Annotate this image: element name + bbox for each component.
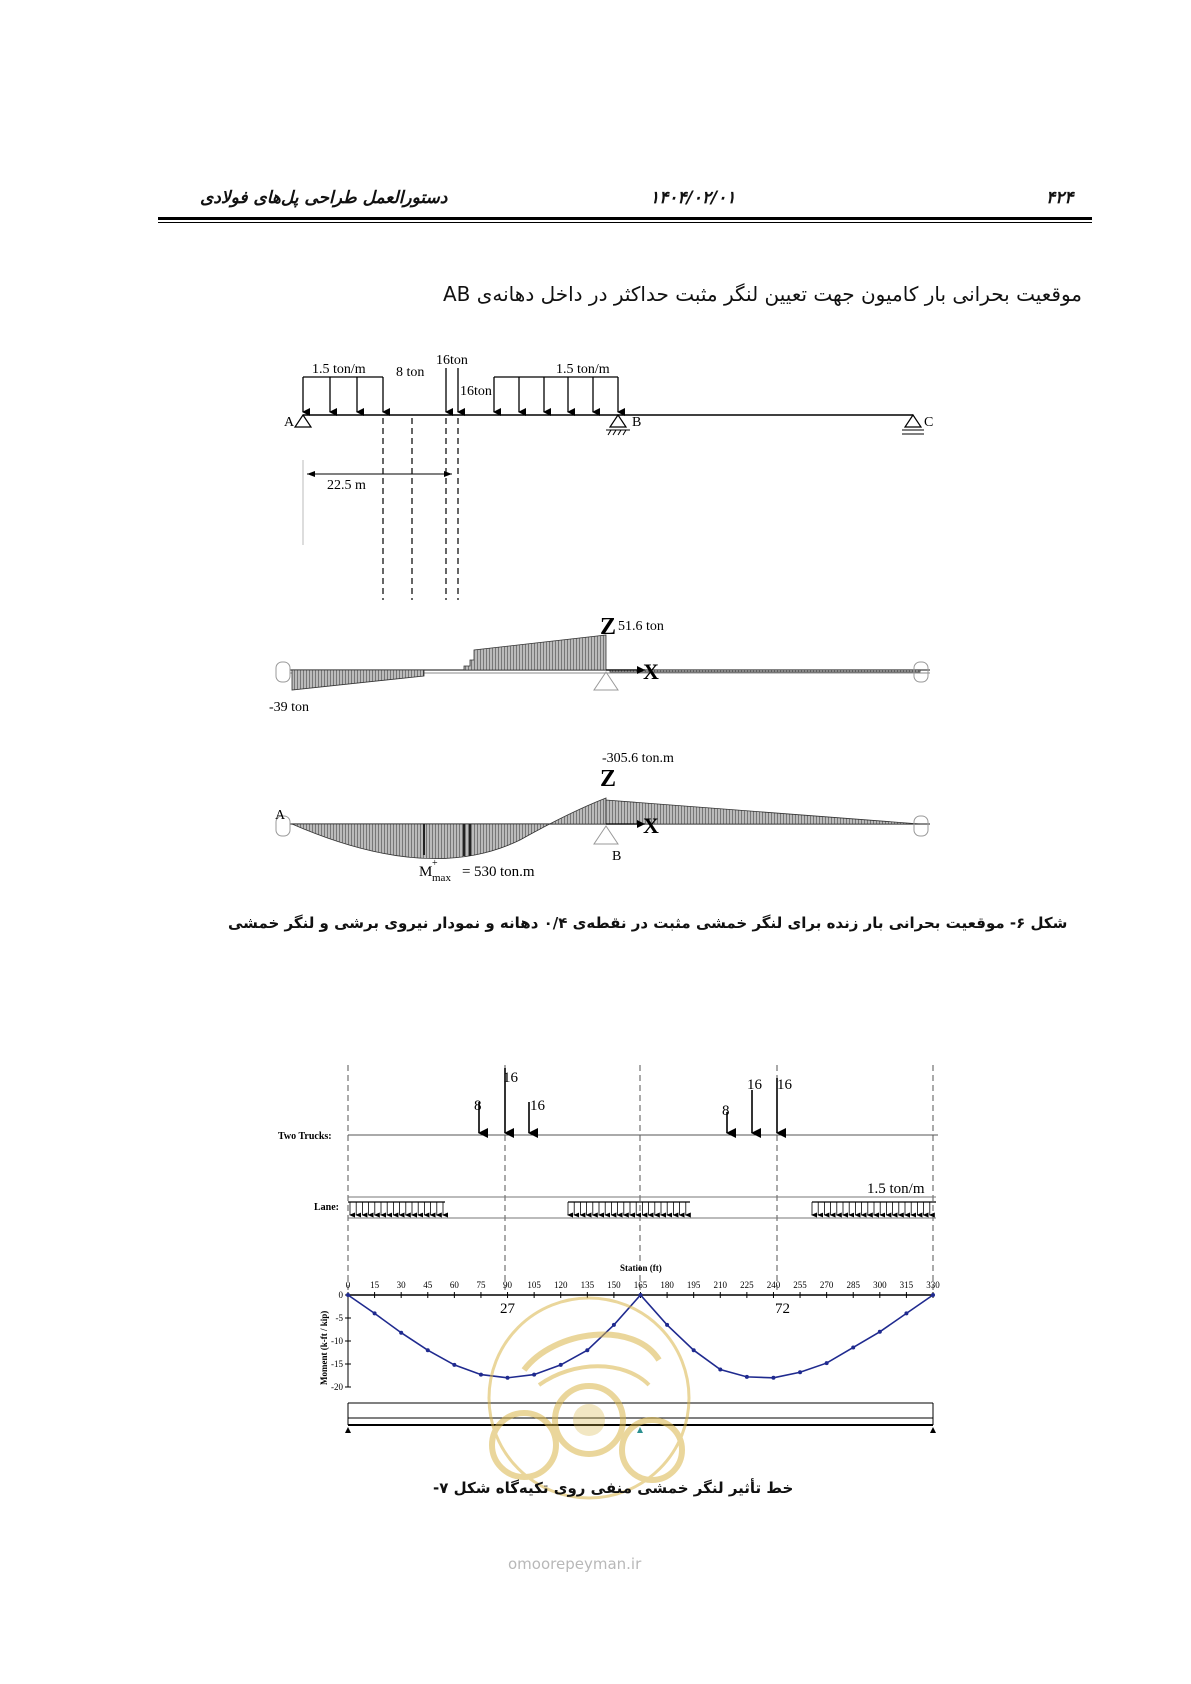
dimension-label: 22.5 m [327, 478, 366, 493]
right-load-label: 1.5 ton/m [556, 362, 610, 377]
influence-line-point [771, 1376, 775, 1380]
svg-text:+: + [432, 858, 438, 869]
station-tick-label: 210 [713, 1280, 728, 1290]
station-tick-label: 315 [899, 1280, 914, 1290]
dimension-22-5 [303, 460, 452, 545]
station-tick-label: 240 [766, 1280, 781, 1290]
support-b [606, 415, 630, 435]
moment-tick-label: 0 [338, 1290, 343, 1300]
svg-text:530: 530 [474, 864, 497, 880]
moment-axis-label: Moment (k-ft / kip) [319, 1310, 329, 1385]
watermark-logo [484, 1290, 694, 1510]
influence-line-point [426, 1348, 430, 1352]
moment-axis-z: Z [600, 766, 617, 792]
svg-text:max: max [432, 872, 451, 884]
influence-line-point [479, 1373, 483, 1377]
influence-line-point [798, 1370, 802, 1374]
support-c-label: C [924, 415, 934, 430]
axle-guide-lines [383, 418, 458, 600]
axle-16a-label: 16ton [436, 353, 468, 368]
station-tick-label: 255 [793, 1280, 807, 1290]
figure-7-caption-text: خط تأثیر لنگر خمشی منفی روی تکیه‌گاه [495, 1479, 794, 1497]
station-tick-label: 330 [926, 1280, 940, 1290]
shear-axis-x: X [643, 659, 659, 684]
station-tick-label: 270 [819, 1280, 834, 1290]
station-tick-label: 0 [345, 1280, 351, 1290]
figure-7-caption [433, 1479, 793, 1497]
influence-line-point [718, 1368, 722, 1372]
influence-line-point [931, 1293, 935, 1297]
station-tick-label: 60 [449, 1280, 459, 1290]
span-guides [345, 1065, 933, 1290]
truck-left-16b: 16 [530, 1098, 545, 1114]
station-tick-label: 105 [527, 1280, 541, 1290]
axle-16b-label: 16ton [460, 384, 492, 399]
moment-neg-label: -305.6 ton.m [602, 751, 674, 766]
station-tick-label: 165 [633, 1280, 648, 1290]
station-tick-label: 90 [503, 1280, 513, 1290]
moment-tick-label: -20 [331, 1382, 343, 1392]
station-tick-label: 180 [660, 1280, 674, 1290]
marker-left-label: 27 [500, 1301, 515, 1317]
truck-right-8: 8 [722, 1103, 730, 1119]
truck-left-8: 8 [474, 1098, 482, 1114]
right-distributed-load [494, 377, 618, 412]
support-b-label: B [632, 415, 642, 430]
truck-right-16b: 16 [777, 1077, 792, 1093]
influence-line-point [373, 1311, 377, 1315]
station-tick-label: 285 [846, 1280, 860, 1290]
truck-left-16a: 16 [503, 1070, 518, 1086]
intro-text: موقعیت بحرانی بار کامیون جهت تعیین لنگر مثبت حداکثر در داخل دهانه‌ی AB [442, 282, 1082, 306]
influence-line-point [878, 1330, 882, 1334]
influence-line-point [745, 1375, 749, 1379]
left-load-label: 1.5 ton/m [312, 362, 366, 377]
shear-axis-z: Z [600, 614, 617, 640]
figure-7-caption-prefix: شکل ۷- [433, 1479, 491, 1497]
influence-line-point [452, 1363, 456, 1367]
station-tick-label: 75 [476, 1280, 486, 1290]
station-tick-label: 120 [553, 1280, 568, 1290]
station-axis-label: Station (ft) [620, 1263, 662, 1273]
moment-axis-x: X [643, 813, 659, 838]
station-tick-label: 30 [396, 1280, 406, 1290]
influence-line-point [346, 1293, 350, 1297]
moment-b-label: B [612, 849, 622, 864]
svg-text:ton.m: ton.m [500, 864, 535, 880]
figure-6-caption: شکل ۶- موقعیت بحرانی بار زنده برای لنگر خمشی مثبت در نقطه‌ی ۰/۴ دهانه و نمودار نیروی برشی و لنگر خمشی [228, 914, 1068, 932]
moment-tick-label: -10 [331, 1336, 343, 1346]
support-a-label: A [284, 415, 295, 430]
page-number: ۴۲۴ [1046, 188, 1074, 208]
marker-right-label: 72 [775, 1301, 790, 1317]
moment-diagram [276, 798, 930, 859]
station-tick-label: 150 [607, 1280, 621, 1290]
station-tick-label: 195 [686, 1280, 701, 1290]
watermark-url: omoorepeyman.ir [508, 1555, 642, 1573]
left-distributed-load [303, 377, 383, 412]
shear-max-label: 51.6 ton [618, 619, 664, 634]
influence-line-point [399, 1331, 403, 1335]
moment-tick-label: -15 [331, 1359, 343, 1369]
header-date: ۱۴۰۴/۰۲/۰۱ [650, 188, 736, 208]
influence-line-point [904, 1311, 908, 1315]
station-tick-label: 45 [423, 1280, 433, 1290]
station-tick-label: 15 [370, 1280, 380, 1290]
station-tick-label: 225 [740, 1280, 754, 1290]
support-c [902, 415, 924, 434]
svg-text:=: = [462, 864, 471, 880]
influence-line-point [851, 1345, 855, 1349]
influence-line-point [825, 1361, 829, 1365]
support-a [295, 415, 311, 427]
station-tick-label: 135 [580, 1280, 595, 1290]
moment-tick-label: -5 [335, 1313, 343, 1323]
lane-label: Lane: [314, 1202, 339, 1213]
axle-8-label: 8 ton [396, 365, 425, 380]
header-title: دستورالعمل طراحی پل‌های فولادی [200, 188, 448, 208]
lane-load-label: 1.5 ton/m [867, 1181, 925, 1197]
two-trucks-label: Two Trucks: [278, 1131, 332, 1142]
moment-a-label: A [275, 808, 286, 823]
shear-diagram [276, 635, 930, 690]
shear-min-label: -39 ton [269, 700, 310, 715]
station-tick-label: 300 [873, 1280, 887, 1290]
svg-text:M: M [419, 864, 433, 880]
moment-max-label [419, 858, 535, 884]
truck-right-16a: 16 [747, 1077, 762, 1093]
